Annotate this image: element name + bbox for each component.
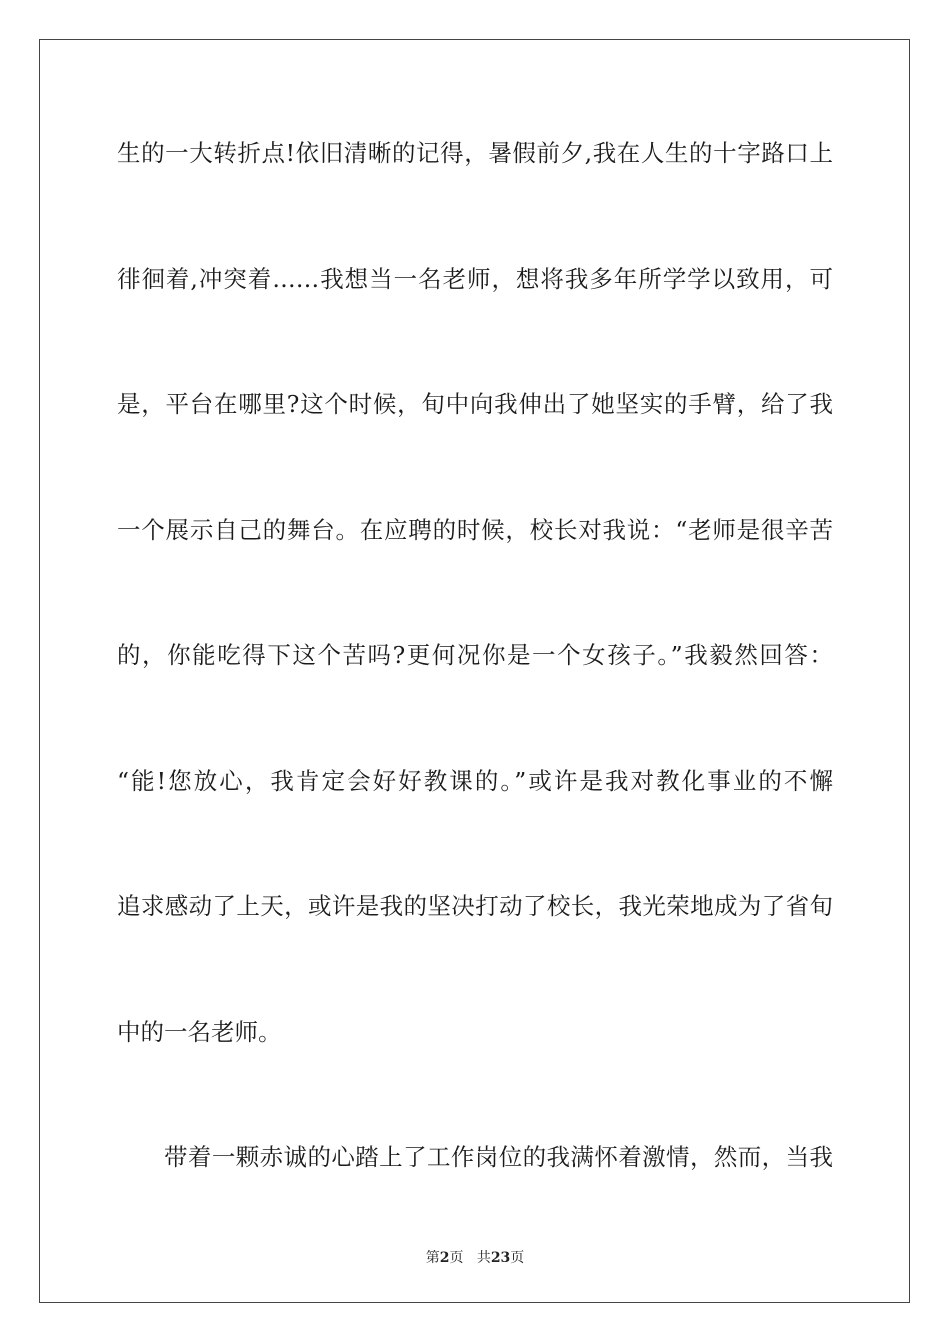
text-line-9: 带着一颗赤诚的心踏上了工作岗位的我满怀着激情，然而，当我 (164, 1143, 833, 1171)
text-line-1: 生的一大转折点!依旧清晰的记得，暑假前夕,我在人生的十字路口上 (117, 139, 833, 167)
page-number: 2 (439, 1250, 450, 1266)
text-line-2: 徘徊着,冲突着……我想当一名老师，想将我多年所学学以致用，可 (117, 264, 833, 293)
total-pages: 23 (490, 1250, 511, 1266)
document-body (117, 127, 833, 1257)
total-prefix: 共 (476, 1250, 491, 1266)
text-line-3: 是，平台在哪里?这个时候，旬中向我伸出了她坚实的手臂，给了我 (117, 390, 833, 418)
text-line-8: 中的一名老师。 (117, 1017, 282, 1046)
text-line-6: “能!您放心，我肯定会好好教课的。”或许是我对教化事业的不懈 (117, 766, 833, 795)
text-line-5: 的，你能吃得下这个苦吗?更何况你是一个女孩子。”我毅然回答： (117, 641, 833, 669)
page-suffix: 页 (449, 1250, 464, 1266)
total-suffix: 页 (510, 1250, 525, 1266)
text-line-7: 追求感动了上天，或许是我的坚决打动了校长，我光荣地成为了省旬 (117, 892, 833, 920)
text-line-4: 一个展示自己的舞台。在应聘的时候，校长对我说：“老师是很辛苦 (117, 515, 833, 544)
page-prefix: 第 (425, 1250, 440, 1266)
page-footer (0, 1247, 950, 1267)
